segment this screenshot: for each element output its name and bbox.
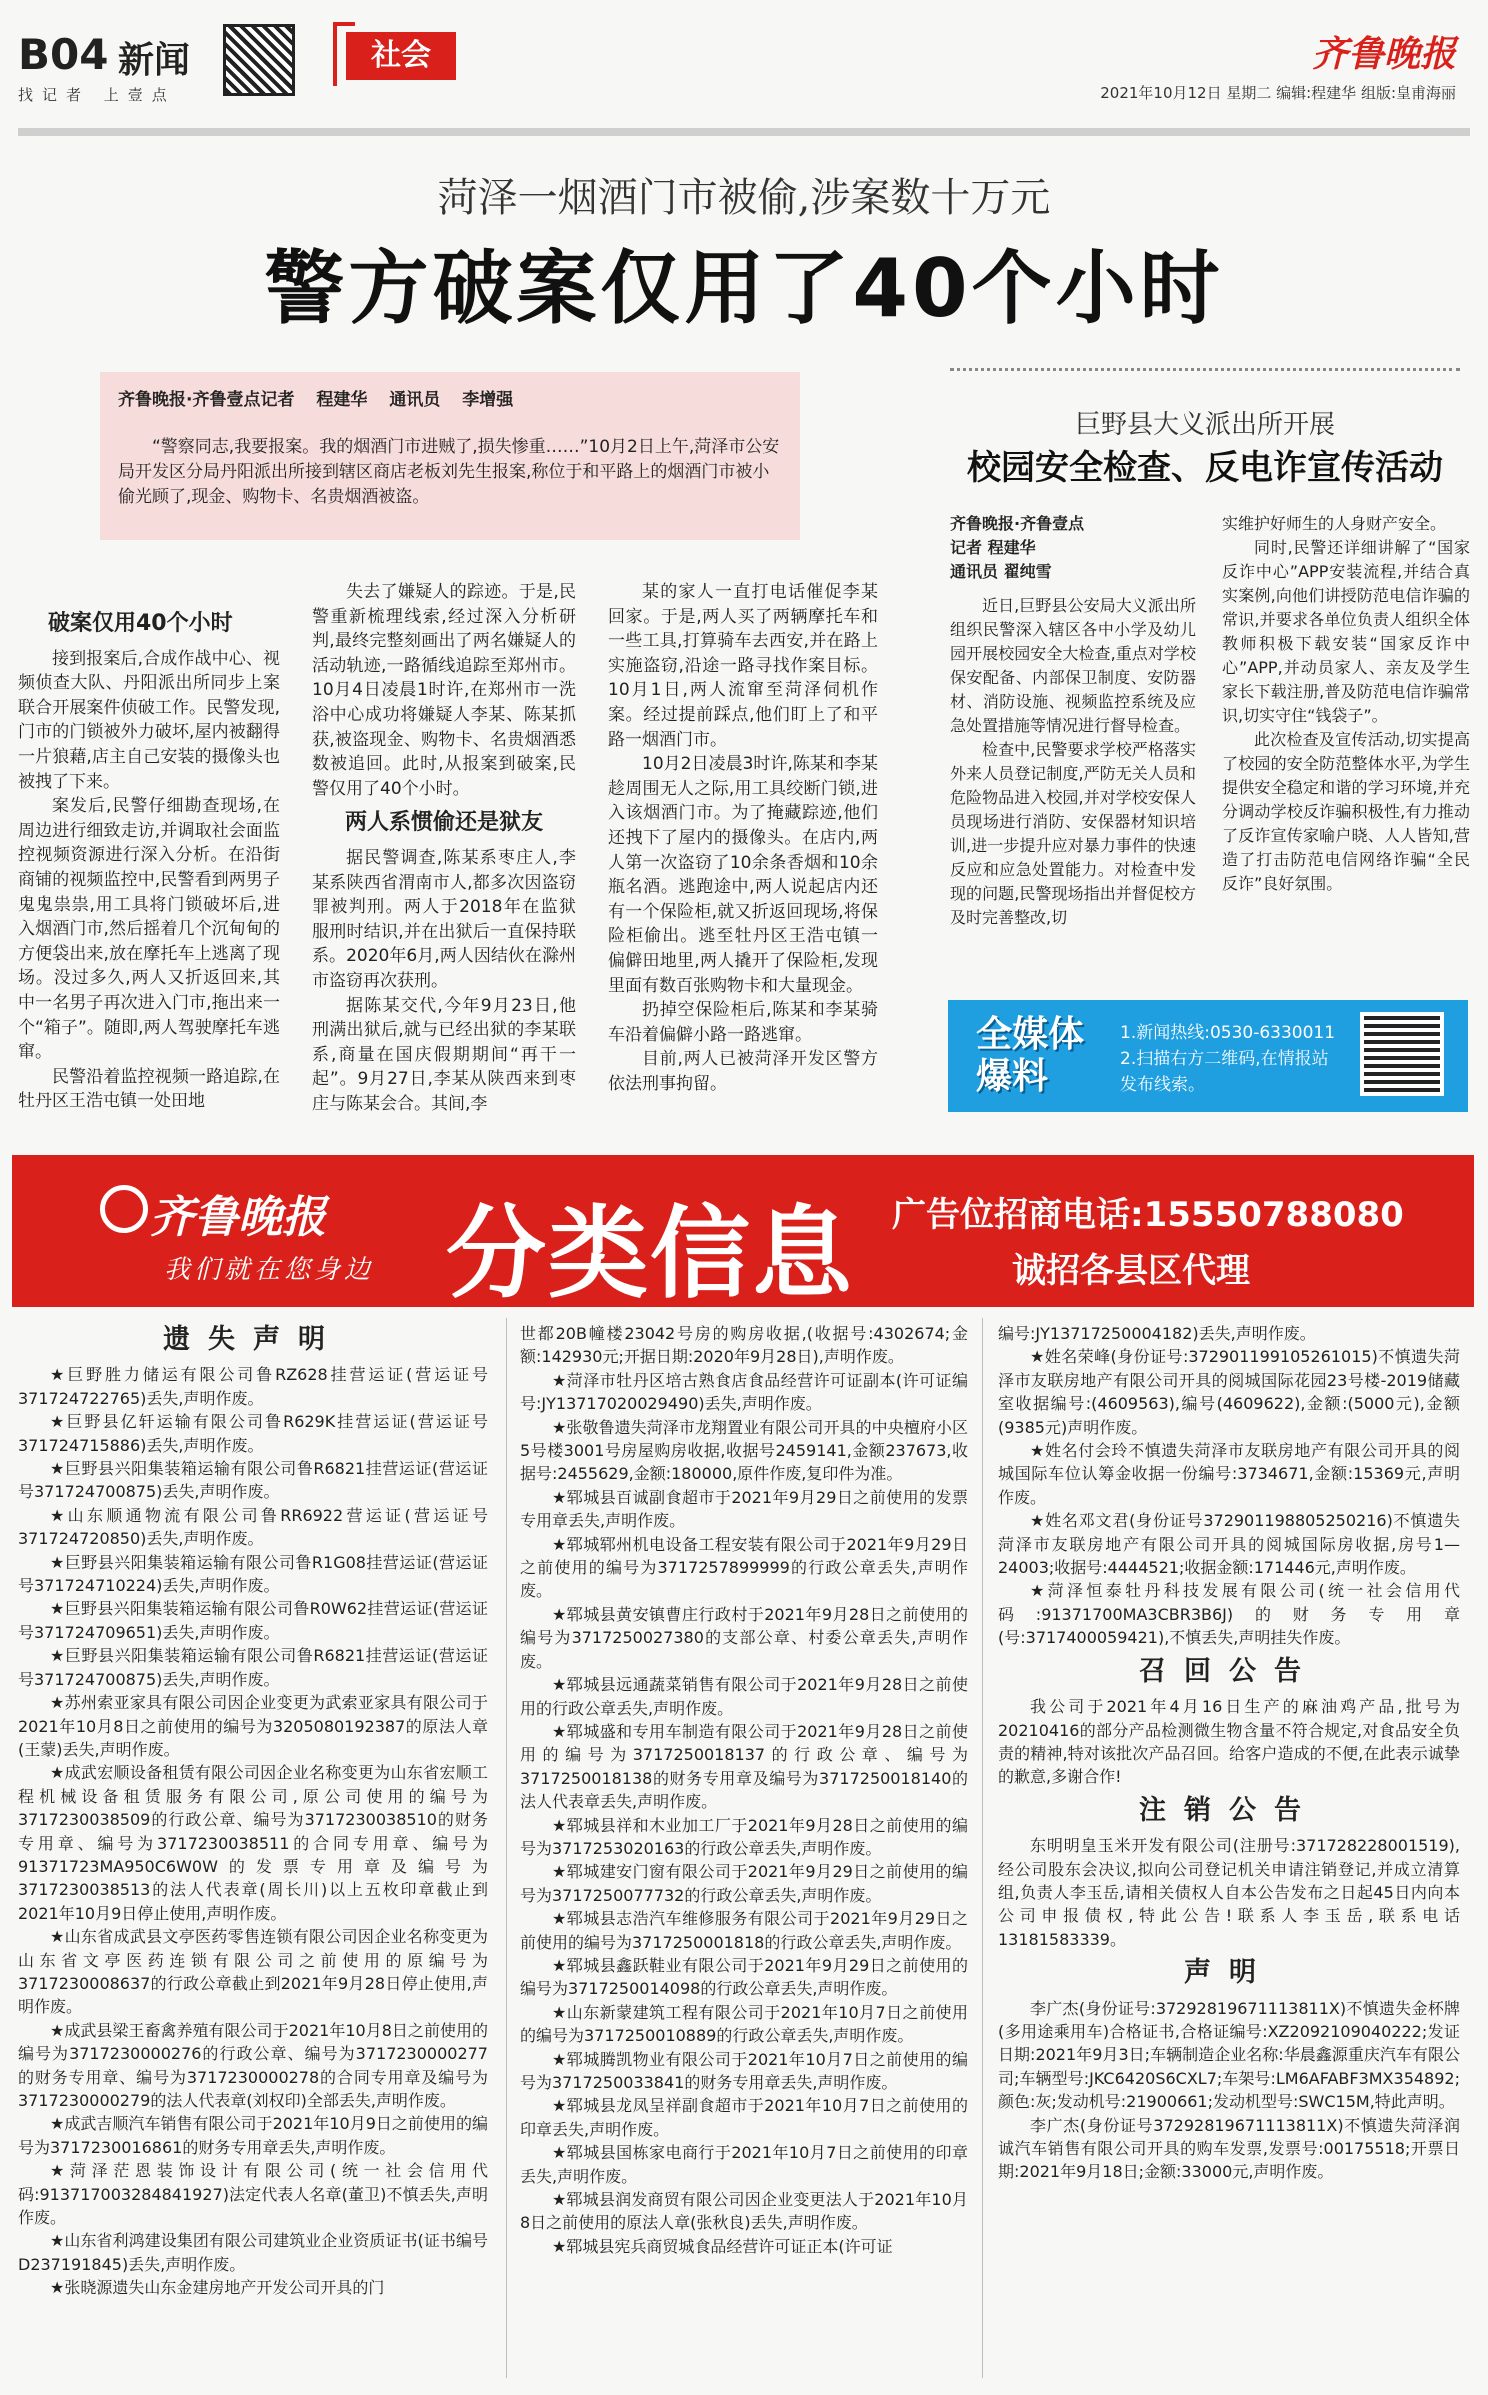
classified-banner xyxy=(12,1155,1474,1312)
dateline: 2021年10月12日 星期二 编辑:程建华 组版:皇甫海丽 xyxy=(1100,84,1456,102)
classified-column-3: 编号:JY13717250004182)丢失,声明作废。 ★姓名荣峰(身份证号:372901199105261015)不慎遗失菏泽市友联房地产有限公司开具的阅城国际花园23号楼-2019储藏室收据编号:(4609563),编号(4609622),金额:(5000元),金额(9385元)声明作废。 ★姓名付会玲不慎遗失菏泽市友联房地产有限公司开具的阅城国际车位认筹金收据一份编号:3734671,金额:15369元,声明作废。 ★姓名邓文君(身份证号372901198805250216)不慎遗失菏泽市友联房地产有限公司开具的阅城国际房收据,房号1—24003;收据号:4444521;收据金额:171446元,声明作废。 ★菏泽恒泰牡丹科技发展有限公司(统一社会信用代码:91371700MA3CBR3B6J)的财务专用章(号:3717400059421),不慎丢失,声明挂失作废。 召回公告 我公司于2021年4月16日生产的麻油鸡产品,批号为20210416的部分产品检测微生物含量不符合规定,对食品安全负责的精神,特对该批次产品召回。给客户造成的不便,在此表示诚挚的歉意,多谢合作! 注销公告 东明明皇玉米开发有限公司(注册号:371728228001519),经公司股东会决议,拟向公司登记机关申请注销登记,并成立清算组,负责人李玉岳,请相关债权人自本公告发布之日起45日内向本公司申报债权,特此公告!联系人李玉岳,联系电话13181583339。 声明 李广杰(身份证号:37292819671113811X)不慎遗失金杯牌(多用途乘用车)合格证书,合格证编号:XZ20921090402​22;发证日期:2021年9月3日;车辆制造企业名称:华晨鑫源重庆汽车有限公司;车辆型号:JKC6420S6CXL7;车架号:LM6AFABF3MX354892;颜色:灰;发动机号:21900661;发动机型号:SWC15M,特此声明。 李广杰(身份证号37292819671113811X)不慎遗失菏泽润诚汽车销售有限公司开具的购车发票,发票号:00175518;开票日期:2021年9月18日;金额:33000元,声明作废。 xyxy=(998,1324,1460,2182)
section-tag: 社会 xyxy=(346,32,456,80)
side-byline: 齐鲁晚报·齐鲁壹点 记者 程建华 通讯员 翟纯雪 xyxy=(950,514,1085,581)
statement-title: 声明 xyxy=(1184,1957,1274,1989)
side-headline: 校园安全检查、反电诈宣传活动 xyxy=(967,448,1443,488)
side-column-2: 实维护好师生的人身财产安全。 同时,民警还详细讲解了“国家反诈中心”APP安装流程,并结合真实案例,向他们讲授防范电信诈骗的常识,并要求各单位负责人组织全体教师积极下载安装“国家反诈中心”APP,并动员家人、亲友及学生家长下载注册,普及防范电信诈骗常识,切实守住“钱袋子”。 此次检查及宣传活动,切实提高了校园的安全防范整体水平,为学生提供安全稳定和谐的学习环境,并充分调动学校反诈骗积极性,有力推动了反诈宣传家喻户晓、人人皆知,营造了打击防范电信网络诈骗“全民反诈”良好氛围。 xyxy=(1222,514,1470,893)
banner-title: 分类信息 xyxy=(446,1195,854,1312)
side-divider xyxy=(950,368,1460,371)
banner-agent: 诚招各县区代理 xyxy=(1012,1251,1250,1291)
page-header xyxy=(18,22,1470,112)
column-divider xyxy=(982,1318,983,2378)
promo-info: 1.新闻热线:0530-6330011 2.扫描右方二维码,在情报站 发布线索。 xyxy=(1120,1023,1336,1095)
tip-promo-box xyxy=(948,1000,1468,1112)
column-divider xyxy=(506,1318,507,2378)
article-column-2: 失去了嫌疑人的踪迹。于是,民警重新梳理线索,经过深入分析研判,最终完整刻画出了两名嫌疑人的活动轨迹,一路循线追踪至郑州市。10月4日凌晨1时许,在郑州市一洗浴中心成功将嫌疑人李某、陈某抓获,被盗现金、购物卡、名贵烟酒悉数被追回。此时,从报案到破案,民警仅用了40个小时。 两人系惯偷还是狱友 据民警调查,陈某系枣庄人,李某系陕西省渭南市人,都多次因盗窃罪被判刑。两人于2018年在监狱服刑时结识,并在出狱后一直保持联系。2020年6月,两人因结伙在滁州市盗窃再次获刑。 据陈某交代,今年9月23日,他刑满出狱后,就与已经出狱的李某联系,商量在国庆假期期间“再干一起”。9月27日,李某从陕西来到枣庄与陈某会合。其间,李 xyxy=(312,582,576,1114)
page-number: B04 xyxy=(18,30,109,79)
banner-brand: 齐鲁晚报 xyxy=(150,1192,326,1243)
banner-slogan: 我们就在您身边 xyxy=(164,1255,375,1285)
article-subhead-2: 两人系惯偷还是狱友 xyxy=(344,810,543,836)
article-headline: 警方破案仅用了40个小时 xyxy=(264,242,1224,335)
side-column-1: 近日,巨野县公安局大义派出所组织民警深入辖区各中小学及幼儿园开展校园安全大检查,重点对学校保安配备、内部保卫制度、安防器材、消防设施、视频监控系统及应急处置措施等情况进行督导检查。 检查中,民警要求学校严格落实外来人员登记制度,严防无关人员和危险物品进入校园,并对学校安保人员现场进行消防、安保器材知识培训,进一步提升应对暴力事件的快速反应和应急处置能力。对检查中发现的问题,民警现场指出并督促校方及时完善整改,切 xyxy=(950,596,1196,927)
promo-qr-code-icon xyxy=(1360,1012,1444,1096)
qr-code-icon xyxy=(223,24,295,96)
banner-phone: 广告位招商电话:15550788080 xyxy=(892,1195,1404,1235)
side-kicker: 巨野县大义派出所开展 xyxy=(1074,410,1335,440)
article-subhead-1: 破案仅用40个小时 xyxy=(48,611,233,636)
lost-notice-title: 遗失声明 xyxy=(163,1324,343,1355)
section-name: 新闻 xyxy=(118,40,191,81)
classified-column-1: 遗失声明 ★巨野胜力储运有限公司鲁RZ628挂营运证(营运证号371724722765)丢失,声明作废。 ★巨野县亿轩运输有限公司鲁R629K挂营运证(营运证号371724715886)丢失,声明作废。 ★巨野县兴阳集装箱运输有限公司鲁R6821挂营运证(营运证号371724700875)丢失,声明作废。 ★山东顺通物流有限公司鲁RR6922营运证(营运证号371724720850)丢失,声明作废。 ★巨野县兴阳集装箱运输有限公司鲁R1G08挂营运证(营运证号371724710224)丢失,声明作废。 ★巨野县兴阳集装箱运输有限公司鲁R0W62挂营运证(营运证号371724709651)丢失,声明作废。 ★巨野县兴阳集装箱运输有限公司鲁R6821挂营运证(营运证号371724700875)丢失,声明作废。 ★苏州索亚家具有限公司因企业变更为武索亚家具有限公司于2021年10月8日之前使用的编号为3205080192387的原法人章(王蒙)丢失,声明作废。 ★成武宏顺设备租赁有限公司因企业名称变更为山东省宏顺工程机械设备租赁服务有限公司,原公司使用的编号为3717230038509的行政公章、编号为3717230038510的财务专用章、编号为3717230038511的合同专用章、编号为91371723MA950C6W0W的发票专用章及编号为3717230038513的法人代表章(周长川)以上五枚印章截止到2021年10月9日停止使用,声明作废。 ★山东省成武县文亭医药零售连锁有限公司因企业名称变更为山东省文亭医药连锁有限公司之前使用的原编号为3717230008637的行政公章截止到2021年9月28日停止使用,声明作废。 ★成武县梁王畜禽养殖有限公司于2021年10月8日之前使用的编号为3717230000276的行政公章、编号为3717230000277的财务专用章、编号为3717230000278的合同专用章及编号为3717230000279的法人代表章(刘权印)全部丢失,声明作废。 ★成武吉顺汽车销售有限公司于2021年10月9日之前使用的编号为3717230016861的财务专用章丢失,声明作废。 ★菏泽茫恩装饰设计有限公司(统一社会信用代码:913717003284841927)法定代表人名章(董卫)不慎丢失,声明作废。 ★山东省利鸿建设集团有限公司建筑业企业资质证书(证书编号D237191845)丢失,声明作废。 ★张晓源遗失山东金建房地产开发公司开具的门 xyxy=(18,1324,488,2298)
article-lead-box xyxy=(100,372,800,540)
article-kicker: 菏泽一烟酒门市被偷,涉案数十万元 xyxy=(437,175,1051,221)
article-lead: “警察同志,我要报案。我的烟酒门市进贼了,损失惨重……”10月2日上午,菏泽市公安局开发区分局丹阳派出所接到辖区商店老板刘先生报案,称位于和平路上的烟酒门市被小偷光顾了,现金、购物卡、名贵烟酒被盗。 xyxy=(118,437,780,507)
promo-title: 全媒体 爆料 xyxy=(976,1014,1085,1097)
brand-circle-icon xyxy=(100,1185,148,1233)
cancel-notice-title: 注销公告 xyxy=(1139,1794,1319,1826)
article-column-3: 某的家人一直打电话催促李某回家。于是,两人买了两辆摩托车和一些工具,打算骑车去西安,并在路上实施盗窃,沿途一路寻找作案目标。10月1日,两人流窜至菏泽伺机作案。经过提前踩点,他们盯上了和平路一烟酒门市。 10月2日凌晨3时许,陈某和李某趁周围无人之际,用工具绞断门锁,进入该烟酒门市。为了掩藏踪迹,他们还拽下了屋内的摄像头。在店内,两人第一次盗窃了10余条香烟和10余瓶名酒。逃跑途中,两人说起店内还有一个保险柜,就又折返回现场,将保险柜偷出。逃至牡丹区王浩屯镇一偏僻田地里,两人撬开了保险柜,发现里面有数百张购物卡和大量现金。 扔掉空保险柜后,陈某和李某骑车沿着偏僻小路一路逃窜。 目前,两人已被菏泽开发区警方依法刑事拘留。 xyxy=(608,582,878,1094)
header-slogan: 找记者 上壹点 xyxy=(18,86,176,104)
article-column-1: 破案仅用40个小时 接到报案后,合成作战中心、视频侦查大队、丹阳派出所同步上案联合开展案件侦破工作。民警发现,门市的门锁被外力破坏,屋内被翻得一片狼藉,店主自己安装的摄像头也被拽了下来。 案发后,民警仔细勘查现场,在周边进行细致走访,并调取社会面监控视频资源进行深入分析。在沿街商铺的视频监控中,民警看到两男子鬼鬼祟祟,用工具将门锁破坏后,进入烟酒门市,然后摇着几个沉甸甸的方便袋出来,放在摩托车上逃离了现场。没过多久,两人又折返回来,其中一名男子再次进入门市,拖出来一个“箱子”。随即,两人驾驶摩托车逃窜。 民警沿着监控视频一路追踪,在牡丹区王浩屯镇一处田地 xyxy=(18,611,280,1112)
header-divider xyxy=(18,128,1470,136)
brand-logo: 齐鲁晚报 xyxy=(1311,33,1456,75)
classified-column-2: 世都20B幢楼23042号房的购房收据,(收据号:4302674;金额:142930元;开据日期:2020年9月28日),声明作废。 ★菏泽市牡丹区培古熟食店食品经营许可证副本(许可证编号:JY13717020029490)丢失,声明作废。 ★张敬鲁遗失菏泽市龙翔置业有限公司开具的中央檀府小区5号楼3001号房屋购房收据,收据号2459141,金额237673,收据号:2455629,金额:180000,原件作废,复印件为准。 ★郓城县百诚副食超市于2021年9月29日之前使用的发票专用章丢失,声明作废。 ★郓城郓州机电设备工程安装有限公司于2021年9月29日之前使用的编号为3717257899999的行政公章丢失,声明作废。 ★郓城县黄安镇曹庄行政村于2021年9月28日之前使用的编号为3717250027380的支部公章、村委公章丢失,声明作废。 ★郓城县远通蔬菜销售有限公司于2021年9月28日之前使用的行政公章丢失,声明作废。 ★郓城盛和专用车制造有限公司于2021年9月28日之前使用的编号为3717250018137的行政公章、编号为3717250018138的财务专用章及编号为3717250018140的法人代表章丢失,声明作废。 ★郓城县祥和木业加工厂于2021年9月28日之前使用的编号为3717253020163的行政公章丢失,声明作废。 ★郓城建安门窗有限公司于2021年9月29日之前使用的编号为3717250077732的行政公章丢失,声明作废。 ★郓城县志浩汽车维修服务有限公司于2021年9月29日之前使用的编号为3717250001818的行政公章丢失,声明作废。 ★郓城县鑫跃鞋业有限公司于2021年9月29日之前使用的编号为3717250014098的行政公章丢失,声明作废。 ★山东新蒙建筑工程有限公司于2021年10月7日之前使用的编号为3717250010889的行政公章丢失,声明作废。 ★郓城腾凯物业有限公司于2021年10月7日之前使用的编号为3717250033841的财务专用章丢失,声明作废。 ★郓城县龙凤呈祥副食超市于2021年10月7日之前使用的印章丢失,声明作废。 ★郓城县国栋家电商行于2021年10月7日之前使用的印章丢失,声明作废。 ★郓城县润发商贸有限公司因企业变更法人于2021年10月8日之前使用的原法人章(张秋良)丢失,声明作废。 ★郓城县宪兵商贸城食品经营许可证正本(许可证 xyxy=(520,1324,968,2256)
article-byline: 齐鲁晚报·齐鲁壹点记者 程建华 通讯员 李增强 xyxy=(118,390,514,410)
recall-notice-title: 召回公告 xyxy=(1139,1655,1319,1687)
